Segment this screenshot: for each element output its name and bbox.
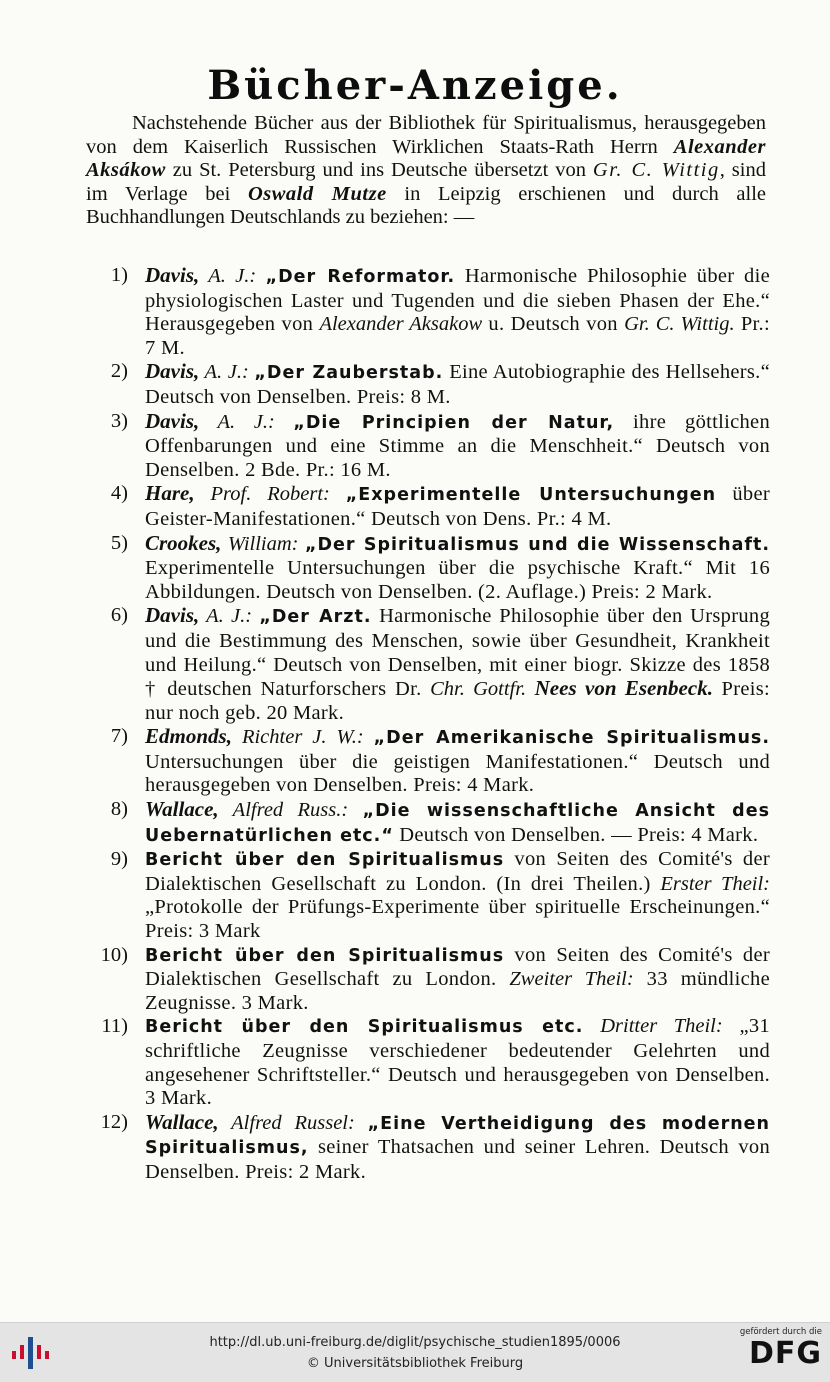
book-entry [80,725,770,798]
book-entry [80,532,770,605]
entry-number: 7) [110,725,128,748]
entry-title: „Die wissenschaftliche Ansicht des Uebernatürlichen etc.“ [145,801,770,846]
entry-title: „Der Reformator. [265,267,456,287]
page-title: Bücher-Anzeige. [207,62,623,109]
entry-desc-italic: Erster Theil: [660,872,771,895]
entry-given-name: William: [221,532,305,555]
entry-description-2: „Protokolle der Prüfungs-Experimente über spirituelle Erscheinungen.“ Preis: 3 Mark [145,896,770,943]
book-entry [80,410,770,483]
entry-description-2: 33 mündliche Zeugnisse. 3 Mark. [145,968,770,1014]
entry-title: Bericht über den Spiritualismus [145,945,505,966]
entry-title: „Die Principien der Natur, [293,412,615,433]
viewer-footer [0,1322,830,1382]
copyright-notice: © Universitätsbibliothek Freiburg [306,1356,524,1371]
entry-number: 5) [110,531,128,554]
editor-name: Alexander Aksákow [86,135,766,182]
entry-title: Bericht über den Spiritualismus etc. [145,1017,584,1038]
permalink-url[interactable]: http://dl.ub.uni-freiburg.de/diglit/psychische_studien1895/0006 [209,1335,621,1350]
book-entry [80,264,770,360]
entry-description: Eine Autobiographie des Hellsehers.“ Deutsch von Denselben. Preis: 8 M. [145,361,771,408]
entry-given-name: A. J.: [199,361,255,384]
entry-description: von Seiten des Comité's der Dialektischen Gesellschaft zu London. (In drei Theilen.) [145,848,770,895]
entry-title: Bericht über den Spiritualismus [145,850,505,871]
entry-title: „Der Arzt. [259,607,372,628]
entry-title: „Experimentelle Untersuchungen [345,485,717,506]
book-entry [80,1015,770,1110]
book-entry [80,944,770,1016]
entry-description [583,1015,600,1037]
publisher-name: Oswald Mutze [247,182,387,205]
entry-given-name: A. J.: [199,265,266,287]
intro-text-4: in Leipzig erschienen und durch alle Buchhandlungen Deutschlands zu beziehen: — [86,182,766,229]
entry-number: 8) [110,798,128,821]
entry-desc-italic: Chr. Gottfr. [430,678,527,701]
entry-author: Davis, [145,263,200,287]
entry-number: 3) [110,409,128,432]
intro-text-2: zu St. Petersburg und ins Deutsche übersetzt von [165,159,593,182]
entry-author: Wallace, [145,797,219,822]
funded-by-label: gefördert durch die [739,1327,822,1337]
entry-desc-italic-2: Nees von Esenbeck. [534,676,713,701]
dfg-logo-text: DFG [748,1336,822,1371]
entry-description: ihre göttlichen Offenbarungen und eine Stimme an die Menschheit.“ Deutsch von Denselben. 2 Bde. Pr.: 16 M. [145,410,771,481]
entry-description: Deutsch von Denselben. — Preis: 4 Mark. [393,823,759,846]
entry-author: Crookes, [145,530,222,555]
entry-price: Preis: nur noch geb. 20 Mark. [145,678,770,724]
entry-number: 12) [100,1110,128,1133]
entry-author: Davis, [145,359,200,384]
entry-author: Davis, [145,603,200,628]
entry-author: Davis, [145,408,200,433]
entry-description: Harmonische Philosophie über die physiologischen Laster und Tugenden und die sieben Phasen der Ehe.“ Herausgegeben von [145,265,771,336]
entry-description-2: „31 schriftliche Zeugnisse verschiedener bedeutender Gelehrten und angesehener Schriftsteller.“ Deutsch und herausgegeben von Denselben. 3 Mark. [145,1015,770,1110]
book-entry [80,798,770,848]
intro-text-1: Nachstehende Bücher aus der Bibliothek für Spiritualismus, herausgegeben von dem Kaiserlich Russischen Wirklichen Staats-Rath Herrn [86,112,766,158]
entry-number: 6) [110,604,128,627]
book-entry [80,1111,770,1185]
book-entry [80,360,770,409]
entry-given-name: Prof. Robert: [194,483,346,506]
entry-description-2 [526,678,535,700]
book-list [80,264,770,1185]
entry-author: Wallace, [145,1109,219,1134]
entry-desc-italic: Alexander Aksakow [319,313,483,336]
entry-number: 11) [101,1015,128,1038]
entry-description: Harmonische Philosophie über den Ursprung und die Bestimmung des Menschen, sowie über Gesundheit, Krankheit und Heilung.“ Deutsch von Denselben, mit einer biogr. Skizze des 1858 † deutschen Naturforschers Dr. [145,605,771,701]
book-entry [80,604,770,725]
entry-desc-italic: Dritter Theil: [600,1015,723,1038]
entry-description: Untersuchungen über die geistigen Manifestationen.“ Deutsch und herausgegeben von Denselben. Preis: 4 Mark. [145,750,770,797]
intro-text-3: , sind im Verlage bei [86,159,766,205]
entry-number: 1) [110,264,128,286]
entry-number: 9) [110,848,128,871]
entry-given-name: Alfred Russel: [218,1111,368,1134]
entry-description: von Seiten des Comité's der Dialektischen Gesellschaft zu London. [145,943,770,991]
entry-given-name: A. J.: [199,410,294,433]
translator-name: Gr. C. Wittig [592,159,720,182]
entry-title: „Eine Vertheidigung des modernen Spiritualismus, [145,1113,770,1159]
entry-given-name: A. J.: [199,605,260,628]
book-entry [80,482,770,531]
entry-desc-italic: Zweiter Theil: [509,968,634,991]
entry-author: Hare, [145,481,195,506]
entry-title: „Der Zauberstab. [254,363,444,384]
entry-desc-italic-2: Gr. C. Wittig. [624,313,735,336]
entry-description: seiner Thatsachen und seiner Lehren. Deutsch von Denselben. Preis: 2 Mark. [145,1136,770,1183]
entry-description: über Geister-Manifestationen.“ Deutsch von Dens. Pr.: 4 M. [145,483,770,530]
book-entry [80,848,770,943]
entry-description-2: u. Deutsch von [482,313,625,336]
entry-title: „Der Amerikanische Spiritualismus. [373,728,770,749]
intro-paragraph [86,112,766,230]
entry-price: Pr.: 7 M. [145,313,770,359]
entry-number: 4) [110,482,128,505]
entry-title: „Der Spiritualismus und die Wissenschaft. [304,534,771,555]
entry-number: 10) [100,943,128,966]
dfg-funding-logo [732,1327,822,1379]
entry-given-name: Alfred Russ.: [218,799,363,822]
entry-description: Experimentelle Untersuchungen über die psychische Kraft.“ Mit 16 Abbildungen. Deutsch von Denselben. (2. Auflage.) Preis: 2 Mark. [145,557,770,603]
entry-given-name: Richter J. W.: [231,726,374,749]
entry-number: 2) [110,360,128,383]
entry-author: Edmonds, [145,724,232,749]
